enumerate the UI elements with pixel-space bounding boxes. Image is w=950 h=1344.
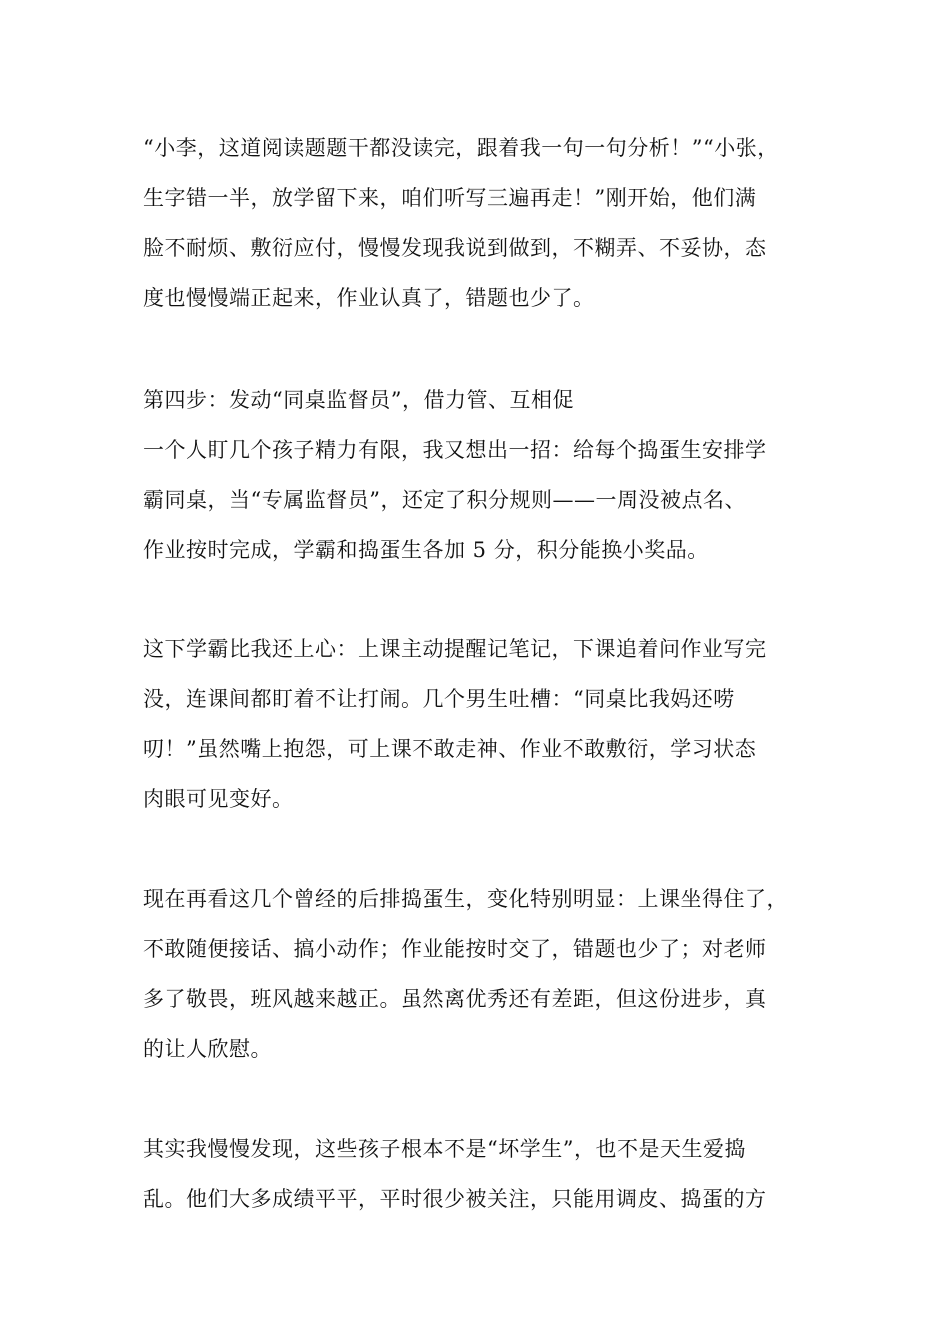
paragraph-line: 一个人盯几个孩子精力有限，我又想出一招：给每个捣蛋生安排学 xyxy=(143,438,767,462)
paragraph-line: 没，连课间都盯着不让打闹。几个男生吐槽：“同桌比我妈还唠 xyxy=(143,687,735,711)
paragraph-line: 作业按时完成，学霸和捣蛋生各加 5 分，积分能换小奖品。 xyxy=(143,538,709,562)
paragraph-line: 这下学霸比我还上心：上课主动提醒记笔记，下课追着问作业写完 xyxy=(143,637,767,661)
paragraph-2 xyxy=(143,425,833,575)
paragraph-line: 脸不耐烦、敷衍应付，慢慢发现我说到做到，不糊弄、不妥协，态 xyxy=(143,236,767,260)
paragraph-line: 生字错一半，放学留下来，咱们听写三遍再走！”刚开始，他们满 xyxy=(143,186,757,210)
paragraph-line: 霸同桌，当“专属监督员”，还定了积分规则——一周没被点名、 xyxy=(143,488,746,512)
paragraph-line: 多了敬畏，班风越来越正。虽然离优秀还有差距，但这份进步，真 xyxy=(143,987,767,1011)
paragraph-line: 现在再看这几个曾经的后排捣蛋生，变化特别明显：上课坐得住了， xyxy=(143,887,788,911)
paragraph-3 xyxy=(143,624,833,824)
paragraph-1 xyxy=(143,123,833,323)
paragraph-line: 度也慢慢端正起来，作业认真了，错题也少了。 xyxy=(143,286,595,310)
paragraph-line: “小李，这道阅读题题干都没读完，跟着我一句一句分析！”“小张， xyxy=(143,136,779,160)
paragraph-line: 不敢随便接话、搞小动作；作业能按时交了，错题也少了；对老师 xyxy=(143,937,767,961)
paragraph-line: 的让人欣慰。 xyxy=(143,1037,272,1061)
paragraph-line: 叨！”虽然嘴上抱怨，可上课不敢走神、作业不敢敷衍，学习状态 xyxy=(143,737,757,761)
paragraph-line: 肉眼可见变好。 xyxy=(143,787,294,811)
paragraph-line: 其实我慢慢发现，这些孩子根本不是“坏学生”，也不是天生爱捣 xyxy=(143,1137,746,1161)
paragraph-4 xyxy=(143,874,833,1074)
section-heading: 第四步：发动“同桌监督员”，借力管、互相促 xyxy=(143,388,574,412)
paragraph-line: 乱。他们大多成绩平平，平时很少被关注，只能用调皮、捣蛋的方 xyxy=(143,1187,767,1211)
paragraph-5 xyxy=(143,1124,833,1224)
